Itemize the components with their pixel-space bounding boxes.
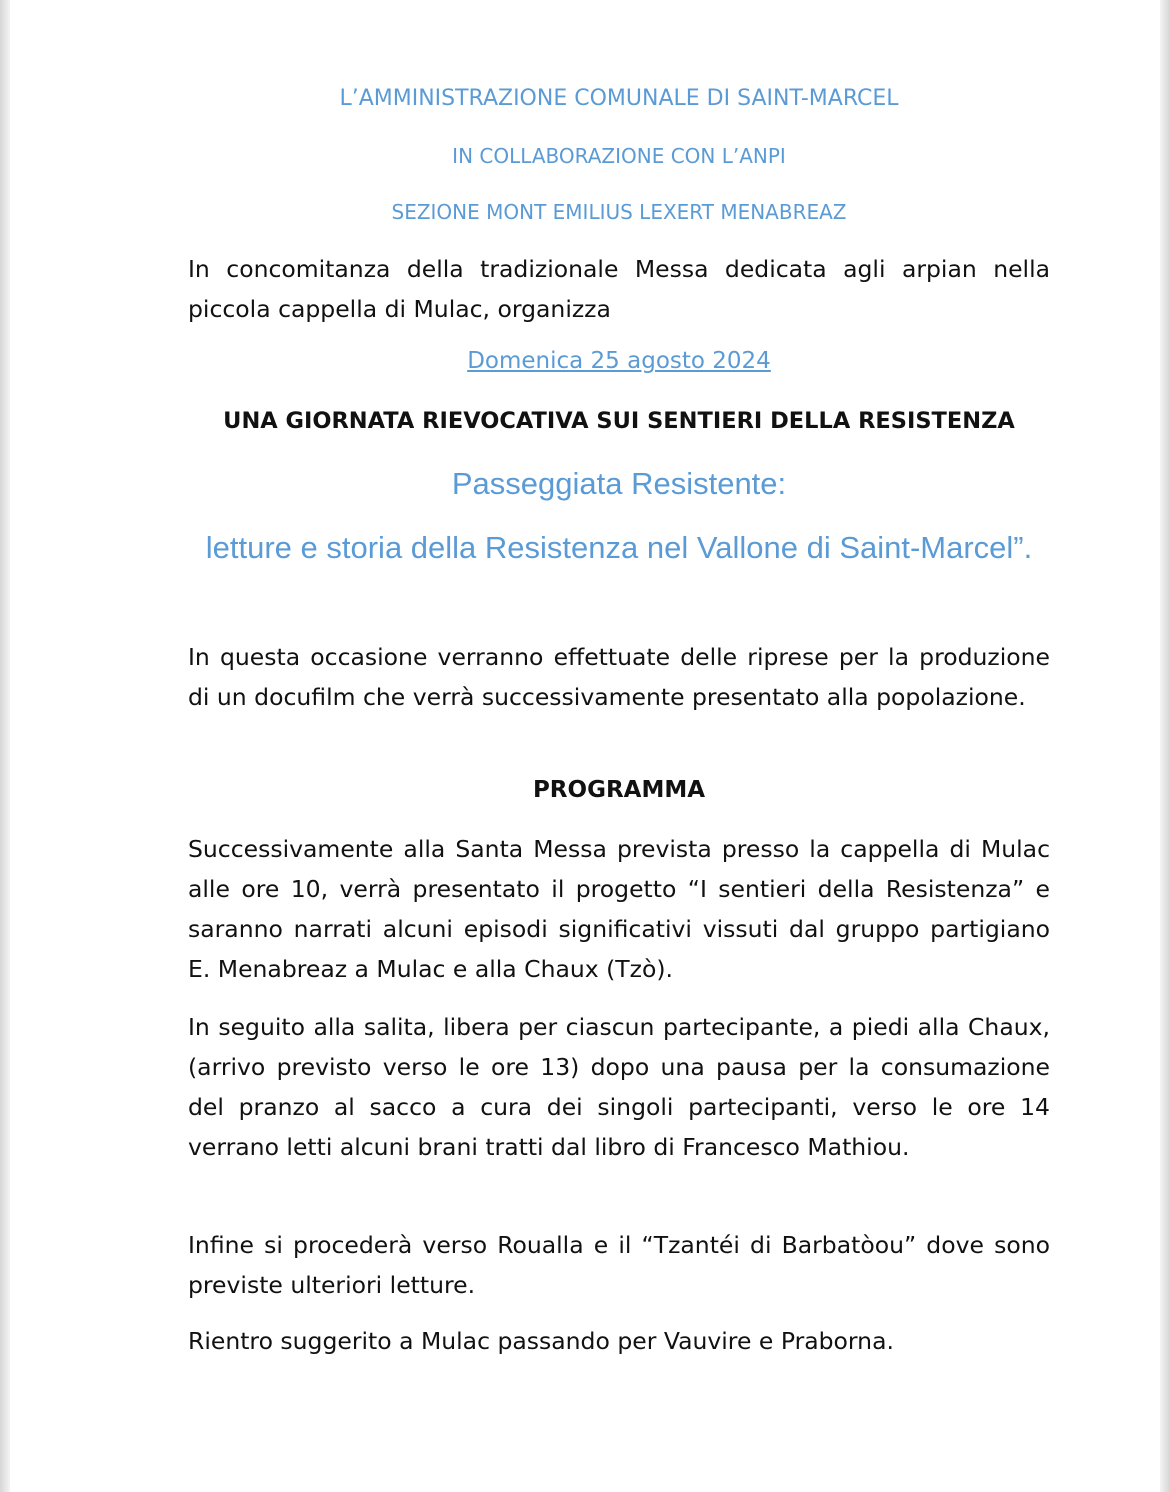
event-subtitle-secondary: letture e storia della Resistenza nel Vallone di Saint-Marcel”. bbox=[205, 530, 1033, 565]
event-title: UNA GIORNATA RIEVOCATIVA SUI SENTIERI DELLA RESISTENZA bbox=[223, 408, 1015, 434]
header-line-section: SEZIONE MONT EMILIUS LEXERT MENABREAZ bbox=[391, 200, 847, 224]
programma-heading: PROGRAMMA bbox=[532, 777, 706, 803]
page-edge-right bbox=[1160, 0, 1170, 1492]
header-line-administration: L’AMMINISTRAZIONE COMUNALE DI SAINT-MARCEL bbox=[339, 86, 899, 111]
header-line-collaboration: IN COLLABORAZIONE CON L’ANPI bbox=[452, 144, 786, 168]
program-paragraph: Successivamente alla Santa Messa prevista presso la cappella di Mulac alle ore 10, verrà presentato il progetto “I sentieri della Resistenza” e saranno narrati alcuni episodi significativi vissuti dal gruppo partigiano E. Menabreaz a Mulac e alla Chaux (Tzò). bbox=[188, 835, 1050, 983]
docufilm-paragraph: In questa occasione verranno effettuate delle riprese per la produzione di un docufilm che verrà successivamente presentato alla popolazione. bbox=[188, 643, 1050, 711]
program-paragraph: In seguito alla salita, libera per ciascun partecipante, a piedi alla Chaux, (arrivo previsto verso le ore 13) dopo una pausa per la consumazione del pranzo al sacco a cura dei singoli partecipanti, verso le ore 14 verrano letti alcuni brani tratti dal libro di Francesco Mathiou. bbox=[188, 1013, 1050, 1161]
intro-paragraph: In concomitanza della tradizionale Messa dedicata agli arpian nella piccola cappella di Mulac, organizza bbox=[188, 255, 1050, 323]
program-paragraph: Infine si procederà verso Roualla e il “Tzantéi di Barbatòou” dove sono previste ulteriori letture. bbox=[188, 1231, 1050, 1299]
page-edge-left bbox=[0, 0, 10, 1492]
event-date: Domenica 25 agosto 2024 bbox=[467, 348, 771, 374]
event-subtitle-main: Passeggiata Resistente: bbox=[451, 466, 787, 501]
program-paragraph: Rientro suggerito a Mulac passando per Vauvire e Praborna. bbox=[188, 1327, 894, 1355]
